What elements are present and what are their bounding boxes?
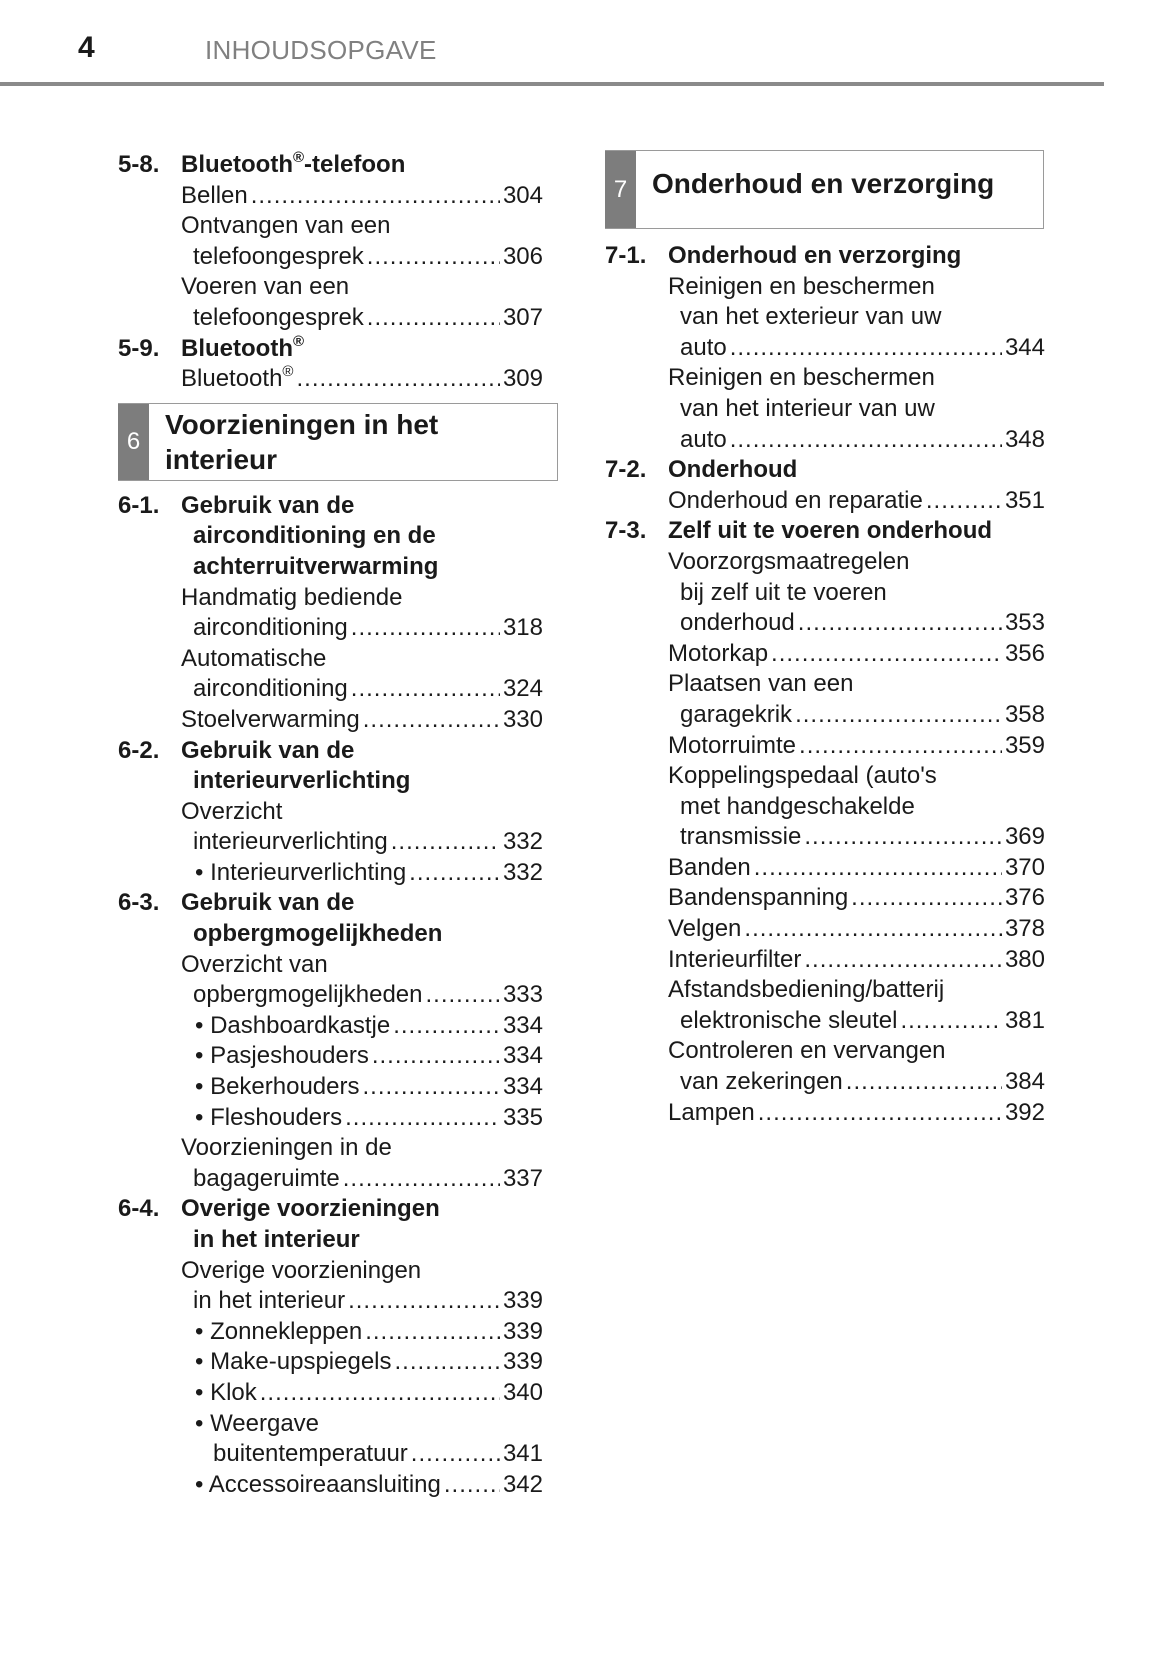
toc-entry[interactable]: Reinigen en beschermen <box>668 272 935 300</box>
section-heading-6-1-cont: achterruitverwarming <box>193 552 439 580</box>
toc-entry[interactable]: elektronische sleutel ..... 381 <box>605 1006 1045 1037</box>
section-number: 5-8. <box>118 151 160 178</box>
page-ref: 333 <box>502 981 543 1009</box>
section-title: Bluetooth®-telefoon <box>181 149 406 178</box>
toc-entry[interactable]: onderhoud ..... 353 <box>605 608 1045 639</box>
page-ref: 334 <box>502 1073 543 1101</box>
toc-entry[interactable]: Afstandsbediening/batterij <box>668 976 945 1004</box>
section-heading-6-2[interactable]: 6-2. Gebruik van de <box>118 736 355 764</box>
page-ref: 339 <box>502 1317 543 1345</box>
toc-entry[interactable]: Handmatig bediende <box>181 583 403 611</box>
toc-entry[interactable]: in het interieur ..... 339 <box>118 1286 543 1317</box>
chapter-tab-number: 6 <box>118 404 149 480</box>
toc-entry[interactable]: Bandenspanning ..... 376 <box>605 883 1045 914</box>
section-heading-7-3[interactable]: 7-3. Zelf uit te voeren onderhoud <box>605 517 993 545</box>
toc-entry[interactable]: telefoongesprek ..... 307 <box>118 303 543 334</box>
toc-entry[interactable]: Reinigen en beschermen <box>668 364 935 392</box>
section-heading-6-3[interactable]: 6-3. Gebruik van de <box>118 889 355 917</box>
toc-entry[interactable]: • Weergave <box>195 1409 320 1437</box>
page-ref: 324 <box>502 675 543 703</box>
page-ref: 309 <box>502 365 543 393</box>
page-ref: 342 <box>502 1470 543 1498</box>
toc-entry[interactable]: • Accessoireaansluiting ..... 342 <box>118 1470 543 1501</box>
header-title: INHOUDSOPGAVE <box>205 35 437 65</box>
page-ref: 332 <box>502 828 543 856</box>
section-heading-6-4-cont: in het interieur <box>193 1226 360 1253</box>
toc-entry[interactable]: Onderhoud en reparatie ..... 351 <box>605 486 1045 517</box>
toc-entry[interactable]: Voorzieningen in de <box>181 1134 392 1162</box>
toc-entry[interactable]: auto ..... 348 <box>605 425 1045 456</box>
page-header <box>0 0 1104 86</box>
chapter-7-banner[interactable] <box>605 150 1044 229</box>
toc-entry[interactable]: buitentemperatuur ..... 341 <box>118 1439 543 1470</box>
page-ref: 358 <box>1004 700 1045 728</box>
page-ref: 332 <box>502 858 543 886</box>
toc-entry[interactable]: Bluetooth® ..... 309 <box>118 364 543 395</box>
toc-entry[interactable]: • Klok ..... 340 <box>118 1378 543 1409</box>
toc-entry[interactable]: • Pasjeshouders ..... 334 <box>118 1041 543 1072</box>
page-ref: 318 <box>502 614 543 642</box>
page-ref: 334 <box>502 1042 543 1070</box>
toc-entry[interactable]: • Zonnekleppen ..... 339 <box>118 1317 543 1348</box>
toc-entry[interactable]: Controleren en vervangen <box>668 1037 946 1065</box>
page-ref: 340 <box>502 1378 543 1406</box>
toc-entry[interactable]: Voorzorgsmaatregelen <box>668 547 910 575</box>
page-ref: 330 <box>502 705 543 733</box>
section-heading-7-2[interactable]: 7-2. Onderhoud <box>605 456 798 484</box>
page-ref: 378 <box>1004 915 1045 943</box>
toc-entry[interactable]: • Bekerhouders ..... 334 <box>118 1072 543 1103</box>
toc-entry[interactable]: bij zelf uit te voeren <box>680 578 887 606</box>
toc-entry[interactable]: van het interieur van uw <box>680 394 935 422</box>
toc-entry[interactable]: Motorruimte ..... 359 <box>605 731 1045 762</box>
toc-entry[interactable]: opbergmogelijkheden ..... 333 <box>118 980 543 1011</box>
toc-entry[interactable]: airconditioning ..... 318 <box>118 613 543 644</box>
toc-entry[interactable]: Velgen ..... 378 <box>605 914 1045 945</box>
page-ref: 306 <box>502 242 543 270</box>
page-ref: 335 <box>502 1103 543 1131</box>
toc-entry[interactable]: Bellen ..... 304 <box>118 181 543 212</box>
toc-entry[interactable]: Automatische <box>181 644 327 672</box>
toc-entry[interactable]: Plaatsen van een <box>668 670 854 698</box>
toc-entry[interactable]: telefoongesprek ..... 306 <box>118 242 543 273</box>
page-ref: 348 <box>1004 425 1045 453</box>
toc-entry[interactable]: interieurverlichting ..... 332 <box>118 827 543 858</box>
page-ref: 353 <box>1004 609 1045 637</box>
toc-entry[interactable]: • Interieurverlichting ..... 332 <box>118 858 543 889</box>
section-heading-6-4[interactable]: 6-4. Overige voorzieningen <box>118 1195 440 1223</box>
page-ref: 334 <box>502 1011 543 1039</box>
toc-entry[interactable]: van het exterieur van uw <box>680 303 942 331</box>
page-ref: 307 <box>502 303 543 331</box>
toc-entry[interactable]: Overzicht <box>181 797 283 825</box>
page-ref: 337 <box>502 1164 543 1192</box>
toc-entry[interactable]: Koppelingspedaal (auto's <box>668 762 937 790</box>
toc-entry[interactable]: transmissie ..... 369 <box>605 822 1045 853</box>
toc-entry[interactable]: • Make-upspiegels ..... 339 <box>118 1347 543 1378</box>
toc-entry[interactable]: Overzicht van <box>181 950 328 978</box>
toc-entry[interactable]: Banden ..... 370 <box>605 853 1045 884</box>
section-heading-7-1[interactable]: 7-1. Onderhoud en verzorging <box>605 242 962 269</box>
toc-entry[interactable]: airconditioning ..... 324 <box>118 674 543 705</box>
page-ref: 369 <box>1004 823 1045 851</box>
page-ref: 381 <box>1004 1006 1045 1034</box>
toc-entry[interactable]: auto ..... 344 <box>605 333 1045 364</box>
toc-entry[interactable]: Interieurfilter ..... 380 <box>605 945 1045 976</box>
page-ref: 356 <box>1004 639 1045 667</box>
page-ref: 341 <box>502 1440 543 1468</box>
page-ref: 351 <box>1004 486 1045 514</box>
page-ref: 384 <box>1004 1068 1045 1096</box>
chapter-title: Onderhoud en verzorging <box>652 168 995 199</box>
page-ref: 376 <box>1004 884 1045 912</box>
toc-entry[interactable]: Overige voorzieningen <box>181 1256 422 1284</box>
section-heading-5-8[interactable] <box>118 150 543 181</box>
chapter-tab-number: 7 <box>605 151 636 228</box>
page-number: 4 <box>78 31 95 64</box>
toc-entry[interactable]: Lampen ..... 392 <box>605 1098 1045 1129</box>
toc-entry[interactable]: bagageruimte ..... 337 <box>118 1164 543 1195</box>
page-ref: 344 <box>1004 333 1045 361</box>
page-ref: 392 <box>1004 1098 1045 1126</box>
section-heading-6-3-cont: opbergmogelijkheden <box>193 920 443 948</box>
toc-entry[interactable]: Ontvangen van een <box>181 212 391 240</box>
toc-entry[interactable]: • Fleshouders ..... 335 <box>118 1103 543 1134</box>
toc-left-column <box>118 150 543 1500</box>
page-ref: 339 <box>502 1287 543 1315</box>
section-heading-6-2-cont: interieurverlichting <box>193 767 411 795</box>
page-ref: 304 <box>502 181 543 209</box>
section-heading-6-1-cont: airconditioning en de <box>193 522 436 550</box>
toc-entry[interactable]: Motorkap ..... 356 <box>605 639 1045 670</box>
chapter-title: Voorzieningen in het interieur <box>165 408 439 475</box>
toc-entry[interactable]: garagekrik ..... 358 <box>605 700 1045 731</box>
page-ref: 359 <box>1004 731 1045 759</box>
section-heading-6-1[interactable]: 6-1. Gebruik van de <box>118 491 355 519</box>
page-ref: 339 <box>502 1348 543 1376</box>
toc-entry[interactable]: met handgeschakelde <box>680 792 915 820</box>
page-ref: 380 <box>1004 945 1045 973</box>
toc-right-column <box>605 150 1045 1128</box>
page-ref: 370 <box>1004 853 1045 881</box>
toc-entry[interactable]: • Dashboardkastje ..... 334 <box>118 1011 543 1042</box>
toc-entry[interactable]: Stoelverwarming ..... 330 <box>118 705 543 736</box>
toc-entry[interactable]: Voeren van een <box>181 273 350 301</box>
section-heading-5-9[interactable]: 5-9. Bluetooth® <box>118 332 305 362</box>
toc-entry[interactable]: van zekeringen ..... 384 <box>605 1067 1045 1098</box>
chapter-6-banner[interactable] <box>118 403 558 481</box>
